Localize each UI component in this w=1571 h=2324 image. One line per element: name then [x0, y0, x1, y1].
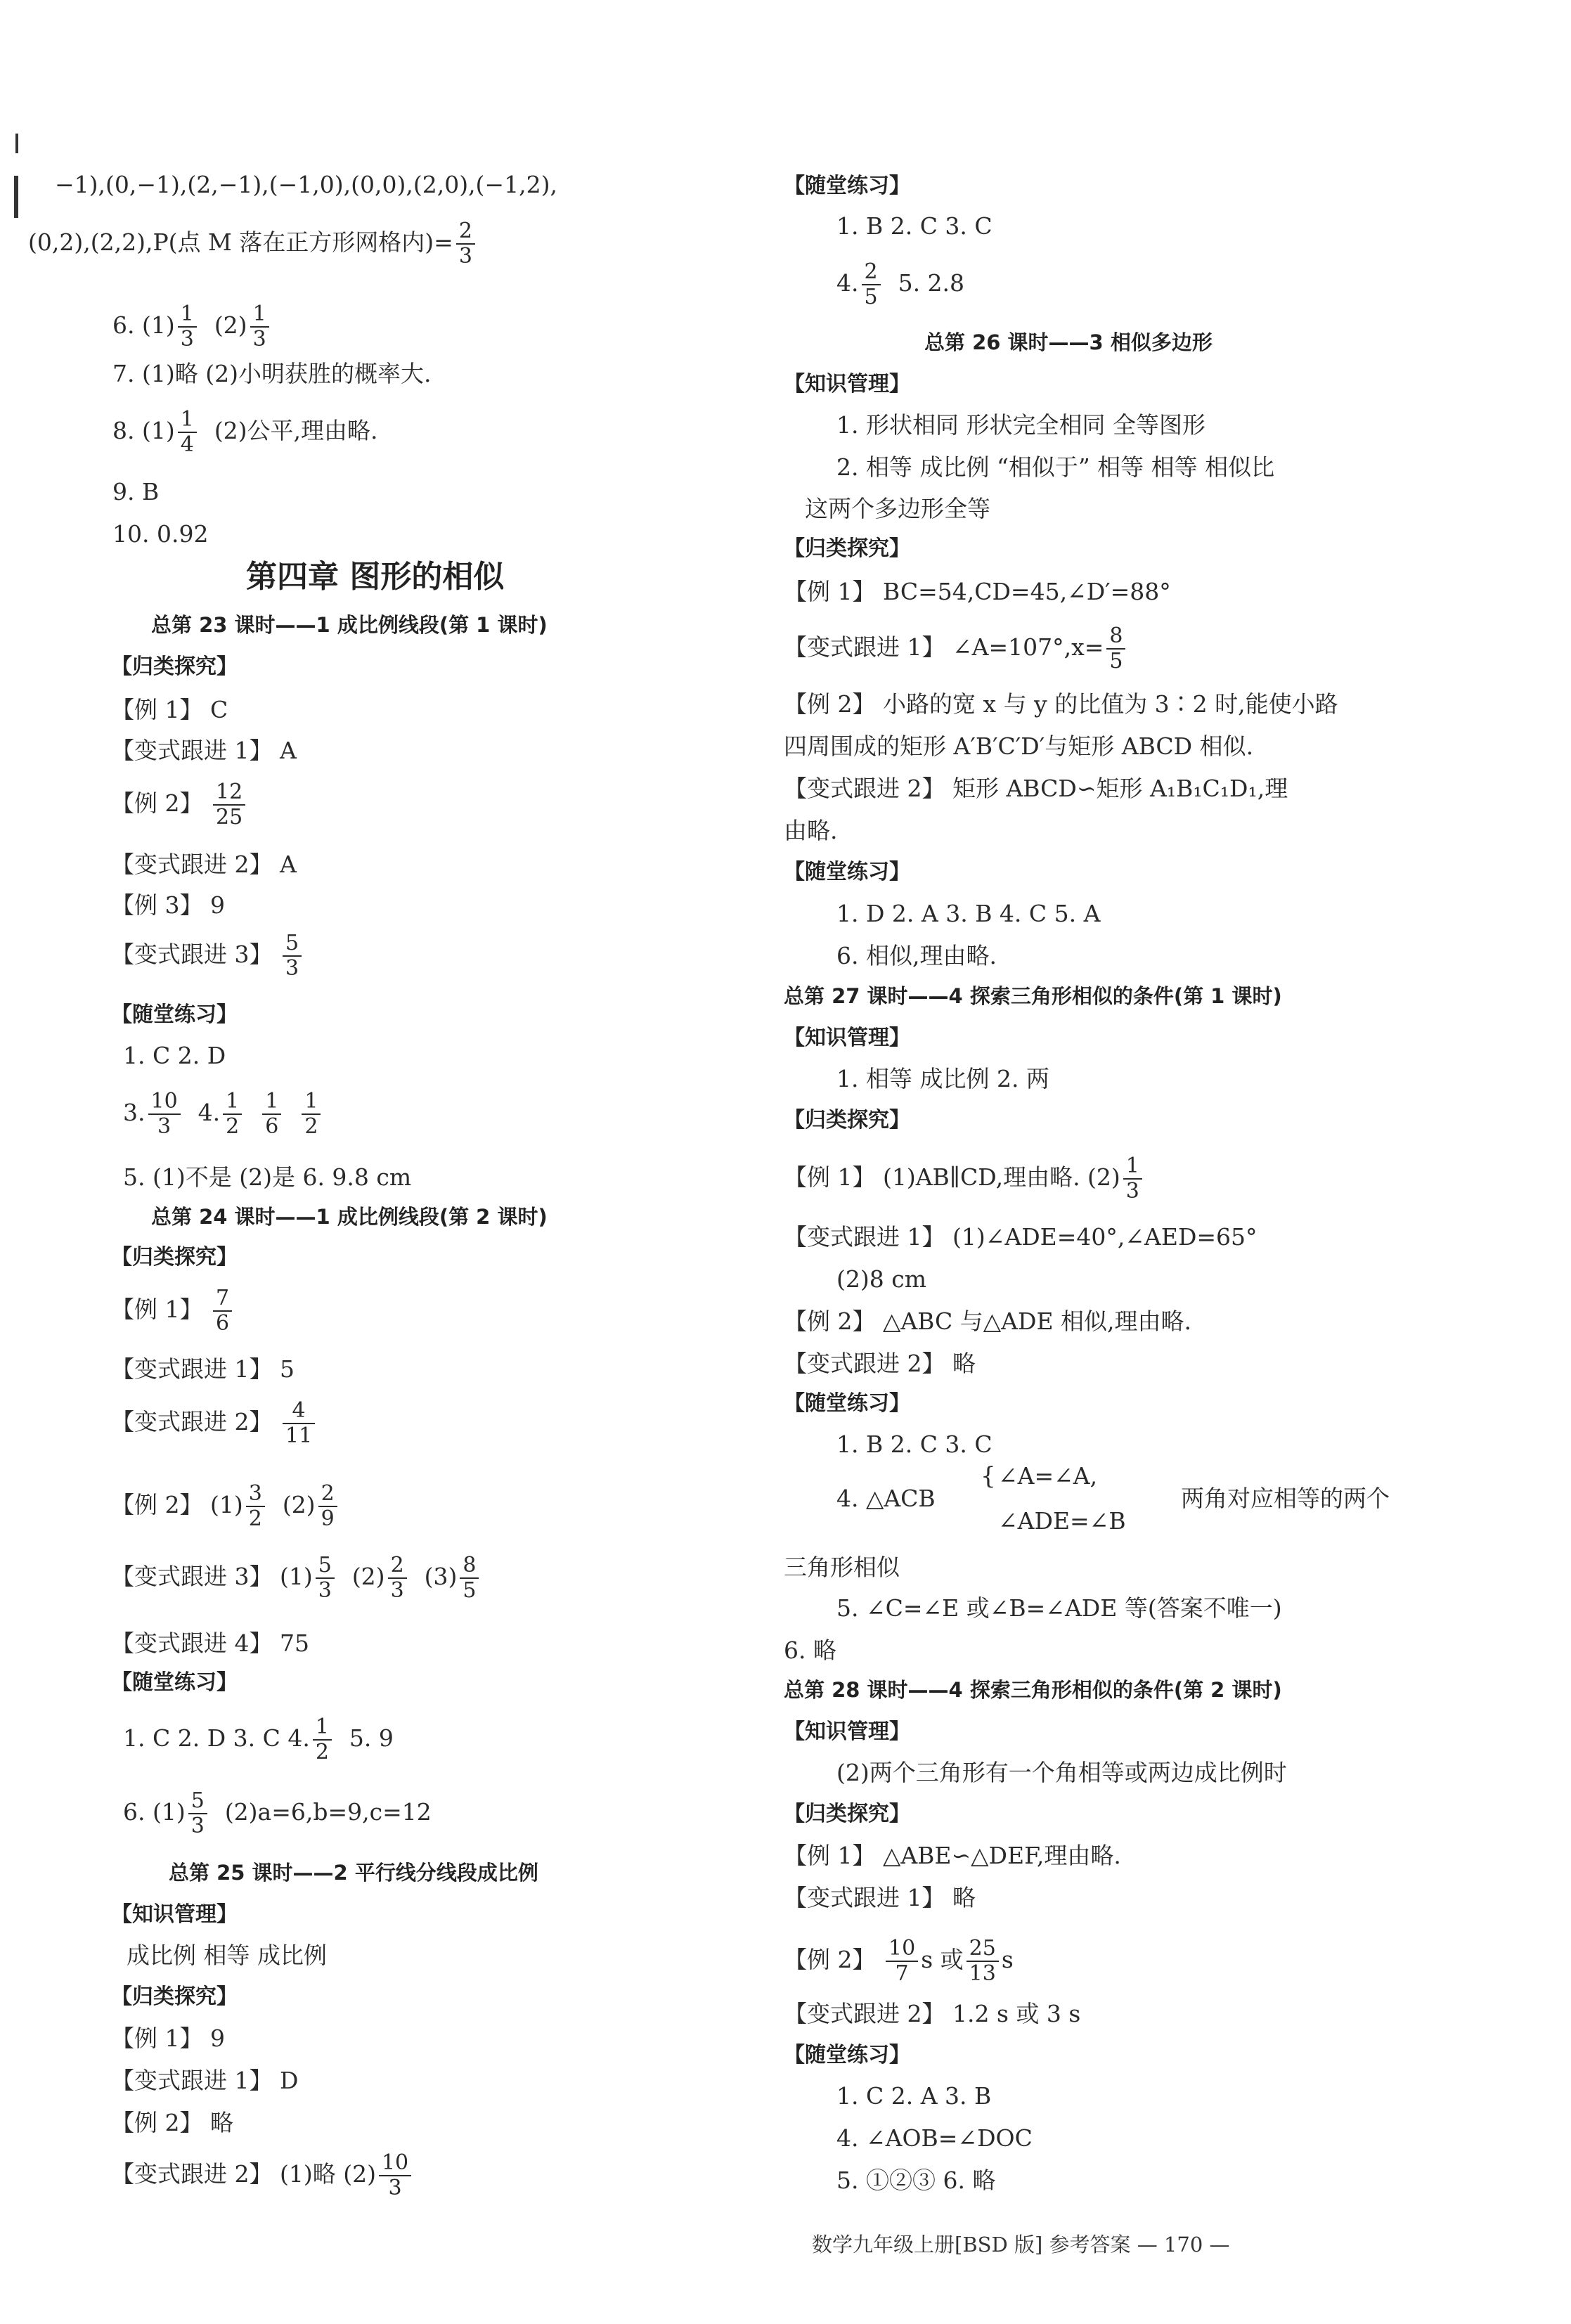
example-3: 【例 3】 9 [111, 891, 225, 919]
section-heading: 【知识管理】 [784, 1026, 910, 1050]
section-heading: 【归类探究】 [784, 536, 910, 561]
fraction: $\frac{1}{3}$ [250, 302, 269, 351]
example-1: 【例 1】 (1)AB∥CD,理由略. (2) $\frac{1}{3}$ [784, 1154, 1145, 1203]
brace: { [981, 1462, 996, 1490]
practice-1-3: 1. B 2. C 3. C [836, 212, 993, 240]
section-heading: 【随堂练习】 [784, 860, 910, 884]
fraction: $\frac{12}{25}$ [213, 780, 245, 829]
practice-4-5: 4. $\frac{2}{5}$ 5. 2.8 [836, 259, 965, 309]
fraction: $\frac{10}{3}$ [379, 2151, 411, 2200]
example-2: 【例 2】 $\frac{12}{25}$ [111, 780, 248, 829]
variant-2: 【变式跟进 2】 A [111, 851, 297, 878]
fraction: $\frac{1}{3}$ [178, 302, 197, 351]
lesson-27-title: 总第 27 课时——4 探索三角形相似的条件(第 1 课时) [784, 984, 1282, 1008]
example-2-cont: 四周围成的矩形 A′B′C′D′与矩形 ABCD 相似. [784, 732, 1254, 760]
variant-1: 【变式跟进 1】 略 [784, 1884, 976, 1911]
knowledge-1: 1. 形状相同 形状完全相同 全等图形 [836, 411, 1205, 439]
variant-2: 【变式跟进 2】 矩形 ABCD∽矩形 A₁B₁C₁D₁,理 [784, 775, 1288, 802]
section-heading: 【随堂练习】 [784, 174, 910, 198]
section-heading: 【随堂练习】 [784, 1391, 910, 1416]
variant-2: 【变式跟进 2】 $\frac{4}{11}$ [111, 1399, 318, 1448]
fraction: $\frac{1}{2}$ [223, 1090, 242, 1139]
scan-edge-mark [15, 134, 18, 153]
variant-3: 【变式跟进 3】 (1) $\frac{5}{3}$ (2) $\frac{2}{3}$ (3) $\frac{8}{5}$ [111, 1554, 481, 1603]
fraction: $\frac{5}{3}$ [283, 931, 302, 981]
fraction: $\frac{2}{9}$ [318, 1482, 337, 1531]
practice-4: 4. △ACB [836, 1485, 936, 1512]
example-1: 【例 1】 9 [111, 2025, 225, 2052]
section-heading: 【随堂练习】 [111, 1670, 238, 1695]
lesson-23-title: 总第 23 课时——1 成比例线段(第 1 课时) [151, 613, 548, 637]
section-heading: 【知识管理】 [784, 372, 910, 396]
fraction: $\frac{2}{3}$ [388, 1554, 407, 1603]
fraction: $\frac{2}{3}$ [456, 219, 475, 269]
practice-1-3: 1. C 2. A 3. B [836, 2082, 992, 2110]
section-heading: 【归类探究】 [111, 1245, 238, 1270]
example-1: 【例 1】 BC=54,CD=45,∠D′=88° [784, 578, 1171, 605]
answer-7: 7. (1)略 (2)小明获胜的概率大. [112, 360, 432, 387]
section-heading: 【归类探究】 [111, 654, 238, 679]
lesson-24-title: 总第 24 课时——1 成比例线段(第 2 课时) [151, 1205, 548, 1229]
fraction: $\frac{25}{13}$ [966, 1937, 999, 1986]
example-1: 【例 1】 C [111, 696, 228, 723]
example-2: 【例 2】 (1) $\frac{3}{2}$ (2) $\frac{2}{9}$ [111, 1482, 340, 1531]
fraction: $\frac{1}{4}$ [178, 408, 197, 457]
answer-8: 8. (1) $\frac{1}{4}$ (2)公平,理由略. [112, 407, 378, 457]
practice-6: 6. (1) $\frac{5}{3}$ (2)a=6,b=9,c=12 [123, 1788, 432, 1838]
answer-10: 10. 0.92 [112, 520, 209, 548]
practice-5: 5. ∠C=∠E 或∠B=∠ADE 等(答案不唯一) [836, 1594, 1282, 1622]
variant-1: 【变式跟进 1】 5 [111, 1355, 295, 1383]
knowledge-1: 成比例 相等 成比例 [127, 1942, 327, 1969]
section-heading: 【归类探究】 [111, 1984, 238, 2009]
fraction: $\frac{8}{5}$ [460, 1554, 479, 1603]
fraction: $\frac{7}{6}$ [213, 1286, 232, 1336]
variant-2-cont: 由略. [784, 817, 838, 844]
section-heading: 【随堂练习】 [111, 1002, 238, 1027]
practice-1-3: 1. B 2. C 3. C [836, 1431, 993, 1458]
variant-1: 【变式跟进 1】 D [111, 2067, 299, 2094]
fraction: $\frac{1}{2}$ [302, 1090, 321, 1139]
section-heading: 【归类探究】 [784, 1802, 910, 1826]
fraction: $\frac{1}{6}$ [262, 1090, 281, 1139]
example-1: 【例 1】 $\frac{7}{6}$ [111, 1286, 235, 1336]
practice-6: 6. 相似,理由略. [836, 942, 997, 969]
variant-1: 【变式跟进 1】 ∠A=107°,x= $\frac{8}{5}$ [784, 624, 1128, 673]
section-heading: 【知识管理】 [111, 1902, 238, 1927]
page-footer: 数学九年级上册[BSD 版] 参考答案 — 170 — [812, 2233, 1230, 2257]
variant-1: 【变式跟进 1】 A [111, 737, 297, 764]
scan-edge-mark [14, 176, 18, 218]
fraction: $\frac{5}{3}$ [188, 1789, 207, 1838]
fraction: $\frac{10}{3}$ [148, 1090, 181, 1139]
knowledge-2: 2. 相等 成比例 “相似于” 相等 相等 相似比 [836, 453, 1275, 481]
example-2: 【例 2】 △ABC 与△ADE 相似,理由略. [784, 1308, 1192, 1335]
brace-line-1: ∠A=∠A, [998, 1462, 1098, 1490]
variant-4: 【变式跟进 4】 75 [111, 1629, 309, 1657]
practice-4-reason: 两角对应相等的两个 [1181, 1485, 1390, 1512]
knowledge-2-cont: 这两个多边形全等 [805, 495, 990, 522]
variant-1: 【变式跟进 1】 (1)∠ADE=40°,∠AED=65° [784, 1223, 1258, 1251]
section-heading: 【归类探究】 [784, 1108, 910, 1132]
answer-9: 9. B [112, 478, 160, 505]
practice-5-6: 5. (1)不是 (2)是 6. 9.8 cm [123, 1163, 412, 1191]
probability-line-2: (0,2),(2,2),P(点 M 落在正方形网格内)= $\frac{2}{3}$ [28, 219, 478, 269]
answer-6: 6. (1) $\frac{1}{3}$ (2) $\frac{1}{3}$ [112, 302, 272, 351]
knowledge-1: 1. 相等 成比例 2. 两 [836, 1065, 1049, 1092]
practice-3-4: 3. $\frac{10}{3}$ 4. $\frac{1}{2}$ $\frac{1}{6}$ $\frac{1}{2}$ [123, 1090, 323, 1139]
example-2: 【例 2】 $\frac{10}{7}$ s 或 $\frac{25}{13}$ s [784, 1936, 1014, 1986]
practice-1-5: 1. C 2. D 3. C 4. $\frac{1}{2}$ 5. 9 [123, 1715, 394, 1764]
practice-4-cont: 三角形相似 [784, 1554, 900, 1581]
brace-line-2: ∠ADE=∠B [998, 1507, 1126, 1535]
example-2: 【例 2】 小路的宽 x 与 y 的比值为 3∶2 时,能使小路 [784, 690, 1338, 718]
knowledge-1: (2)两个三角形有一个角相等或两边成比例时 [836, 1759, 1287, 1786]
fraction: $\frac{2}{5}$ [862, 260, 881, 309]
variant-2: 【变式跟进 2】 1.2 s 或 3 s [784, 2000, 1081, 2027]
practice-6: 6. 略 [784, 1637, 836, 1664]
section-heading: 【知识管理】 [784, 1719, 910, 1744]
probability-line-1: −1),(0,−1),(2,−1),(−1,0),(0,0),(2,0),(−1,2), [55, 171, 557, 198]
example-2: 【例 2】 略 [111, 2109, 233, 2136]
fraction: $\frac{1}{3}$ [1123, 1154, 1142, 1203]
section-heading: 【随堂练习】 [784, 2043, 910, 2067]
variant-1-cont: (2)8 cm [836, 1265, 927, 1293]
fraction: $\frac{8}{5}$ [1106, 624, 1125, 673]
lesson-28-title: 总第 28 课时——4 探索三角形相似的条件(第 2 课时) [784, 1678, 1282, 1702]
practice-1: 1. C 2. D [123, 1042, 226, 1069]
fraction: $\frac{4}{11}$ [283, 1399, 315, 1448]
variant-3: 【变式跟进 3】 $\frac{5}{3}$ [111, 931, 304, 981]
practice-4: 4. ∠AOB=∠DOC [836, 2124, 1033, 2152]
fraction: $\frac{10}{7}$ [886, 1937, 918, 1986]
example-1: 【例 1】 △ABE∽△DEF,理由略. [784, 1842, 1121, 1869]
fraction: $\frac{1}{2}$ [313, 1715, 332, 1764]
variant-2: 【变式跟进 2】 略 [784, 1350, 976, 1377]
variant-2: 【变式跟进 2】 (1)略 (2) $\frac{10}{3}$ [111, 2151, 414, 2200]
practice-1-5: 1. D 2. A 3. B 4. C 5. A [836, 900, 1101, 927]
chapter-title: 第四章 图形的相似 [246, 559, 505, 595]
fraction: $\frac{5}{3}$ [316, 1554, 335, 1603]
lesson-25-title: 总第 25 课时——2 平行线分线段成比例 [169, 1861, 538, 1885]
lesson-26-title: 总第 26 课时——3 相似多边形 [924, 330, 1213, 354]
practice-5-6: 5. ①②③ 6. 略 [836, 2167, 996, 2194]
fraction: $\frac{3}{2}$ [246, 1482, 265, 1531]
